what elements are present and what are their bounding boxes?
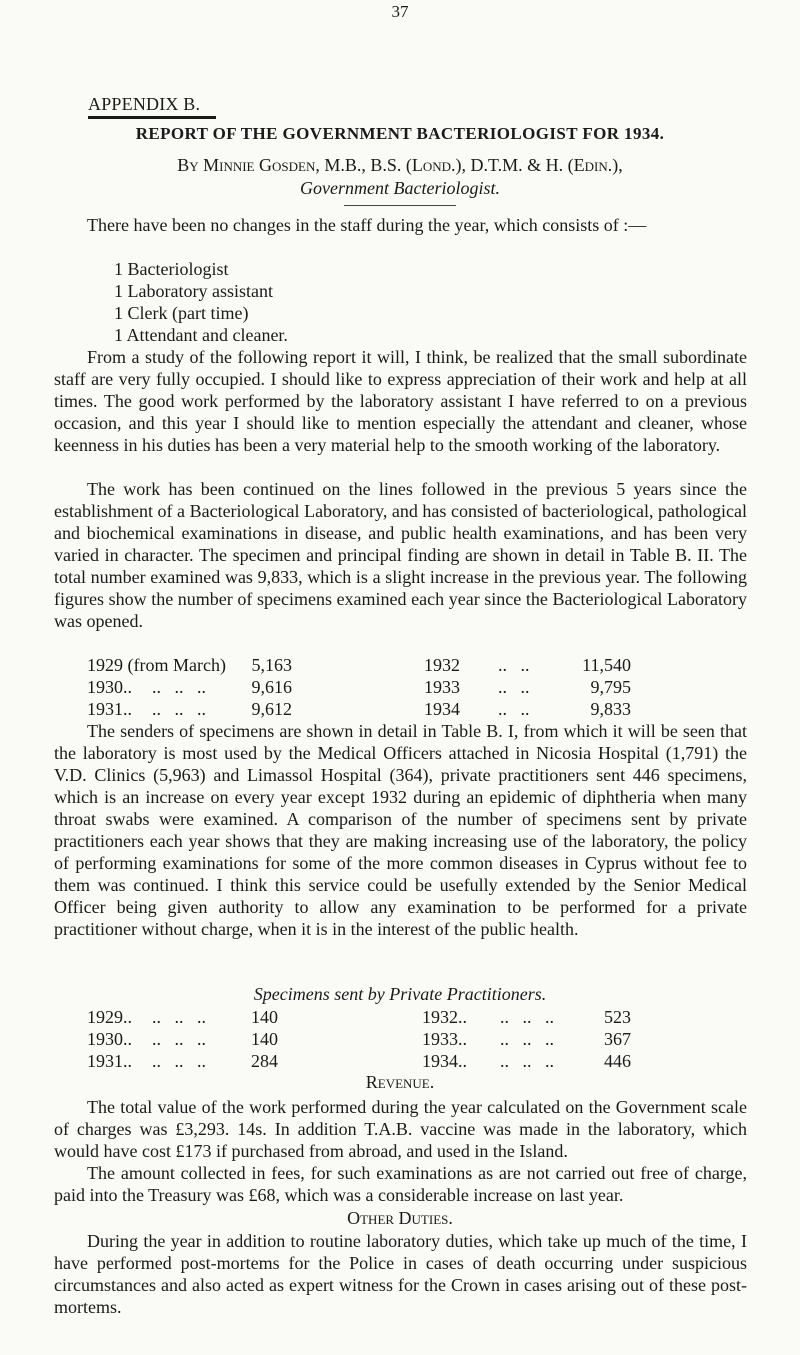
table-cell-label: 1929.. bbox=[87, 1007, 132, 1027]
paragraph-other-duties: During the year in addition to routine laboratory duties, which take up much of the time, I have performed post-mortems for the Police in cases of death occurring under suspicious circumstances and also acted as expert witness for the Crown in cases arising out of these post-mortems. bbox=[54, 1231, 747, 1317]
table-cell-label: 1933 bbox=[424, 677, 460, 697]
table-cell-label: 1932.. bbox=[422, 1007, 467, 1027]
table-cell-value: 9,795 bbox=[590, 677, 631, 697]
leader-dots: .. .. .. bbox=[152, 1007, 206, 1027]
table-cell-label: 1930.. bbox=[87, 1029, 132, 1049]
table-cell-value: 367 bbox=[604, 1029, 631, 1049]
table-cell-value: 523 bbox=[604, 1007, 631, 1027]
staff-item: 1 Laboratory assistant bbox=[114, 281, 273, 301]
paragraph-fees-collected: The amount collected in fees, for such examinations as are not carried out free of charge, paid into the Treasury was £68, which was a considerable increase on last year. bbox=[54, 1163, 747, 1205]
table-cell-value: 446 bbox=[604, 1051, 631, 1071]
leader-dots: .. .. .. bbox=[500, 1029, 554, 1049]
revenue-heading: Revenue. bbox=[365, 1072, 435, 1092]
private-practitioners-heading: Specimens sent by Private Practitioners. bbox=[253, 984, 547, 1004]
author-role: Government Bacteriologist. bbox=[300, 178, 500, 198]
table-cell-label: 1934 bbox=[424, 699, 460, 719]
table-cell-value: 9,612 bbox=[251, 699, 292, 719]
table-cell-label: 1931.. bbox=[87, 699, 132, 719]
table-cell-label: 1931.. bbox=[87, 1051, 132, 1071]
table-cell-label: 1930.. bbox=[87, 677, 132, 697]
table-cell-value: 11,540 bbox=[582, 655, 631, 675]
report-title: REPORT OF THE GOVERNMENT BACTERIOLOGIST FOR 1934. bbox=[135, 124, 665, 143]
paragraph-staff-appreciation: From a study of the following report it will, I think, be realized that the small subordinate staff are very fully occupied. I should like to express appreciation of their work and help at all times. The good work performed by the laboratory assistant I have referred to on a previous occasion, and this year I should like to mention especially the attendant and cleaner, whose keenness in his duties has been a very material help to the smooth working of the laboratory. bbox=[54, 347, 747, 455]
paragraph-senders: The senders of specimens are shown in detail in Table B. I, from which it will be seen that the laboratory is most used by the Medical Officers attached in Nicosia Hospital (1,791) the V.D. Clinics (5,963) and Limassol Hospital (364), private practitioners sent 446 specimens, which is an increase on every year except 1932 during an epidemic of diphtheria when many throat swabs were examined. A comparison of the number of specimens sent by private practitioners each year shows that they are making increasing use of the laboratory, the policy of performing examinations for some of the more common diseases in Cyprus without fee to them was continued. I think this service could be usefully extended by the Senior Medical Officer being given authority to allow any examination to be performed for a private practitioner without charge, when it is in the interest of the public health. bbox=[54, 721, 747, 939]
appendix-heading: APPENDIX B. bbox=[88, 94, 201, 114]
leader-dots: .. .. .. bbox=[152, 677, 206, 697]
paragraph-revenue-value: The total value of the work performed during the year calculated on the Government scale of charges was £3,293. 14s. In addition T.A.B. vaccine was made in the laboratory, which would have cost £173 if purchased from abroad, and used in the Island. bbox=[54, 1097, 747, 1161]
leader-dots: .. .. bbox=[498, 655, 530, 675]
staff-item: 1 Attendant and cleaner. bbox=[114, 325, 288, 345]
leader-dots: .. .. .. bbox=[152, 699, 206, 719]
leader-dots: .. .. bbox=[498, 677, 530, 697]
leader-dots: .. .. .. bbox=[500, 1051, 554, 1071]
staff-item: 1 Bacteriologist bbox=[114, 259, 229, 279]
table-cell-value: 5,163 bbox=[251, 655, 292, 675]
staff-item: 1 Clerk (part time) bbox=[114, 303, 249, 323]
leader-dots: .. .. bbox=[498, 699, 530, 719]
table-cell-label: 1934.. bbox=[422, 1051, 467, 1071]
leader-dots: .. .. .. bbox=[500, 1007, 554, 1027]
intro-paragraph: There have been no changes in the staff during the year, which consists of :— bbox=[87, 215, 647, 235]
staff-list bbox=[114, 258, 288, 346]
table-cell-label: 1932 bbox=[424, 655, 460, 675]
separator-rule bbox=[344, 205, 456, 206]
other-duties-heading: Other Duties. bbox=[347, 1208, 453, 1228]
appendix-underline bbox=[88, 116, 216, 119]
table-cell-value: 9,616 bbox=[251, 677, 292, 697]
paragraph-work-summary: The work has been continued on the lines followed in the previous 5 years since the establishment of a Bacteriological Laboratory, and has consisted of bacteriological, pathological and biochemical examinations in disease, and public health examinations, and has been very varied in character. The specimen and principal finding are shown in detail in Table B. II. The total number examined was 9,833, which is a slight increase in the previous year. The following figures show the number of specimens examined each year since the Bacteriological Laboratory was opened. bbox=[54, 479, 747, 631]
table-cell-label: 1933.. bbox=[422, 1029, 467, 1049]
table-cell-value: 140 bbox=[251, 1029, 278, 1049]
author-line: By Minnie Gosden, M.B., B.S. (Lond.), D.T.M. & H. (Edin.), bbox=[177, 155, 623, 175]
table-cell-value: 9,833 bbox=[590, 699, 631, 719]
leader-dots: .. .. .. bbox=[152, 1029, 206, 1049]
table-cell-label: 1929 (from March) bbox=[87, 655, 226, 675]
page-number: 37 bbox=[391, 2, 409, 21]
leader-dots: .. .. .. bbox=[152, 1051, 206, 1071]
table-cell-value: 284 bbox=[251, 1051, 278, 1071]
table-cell-value: 140 bbox=[251, 1007, 278, 1027]
